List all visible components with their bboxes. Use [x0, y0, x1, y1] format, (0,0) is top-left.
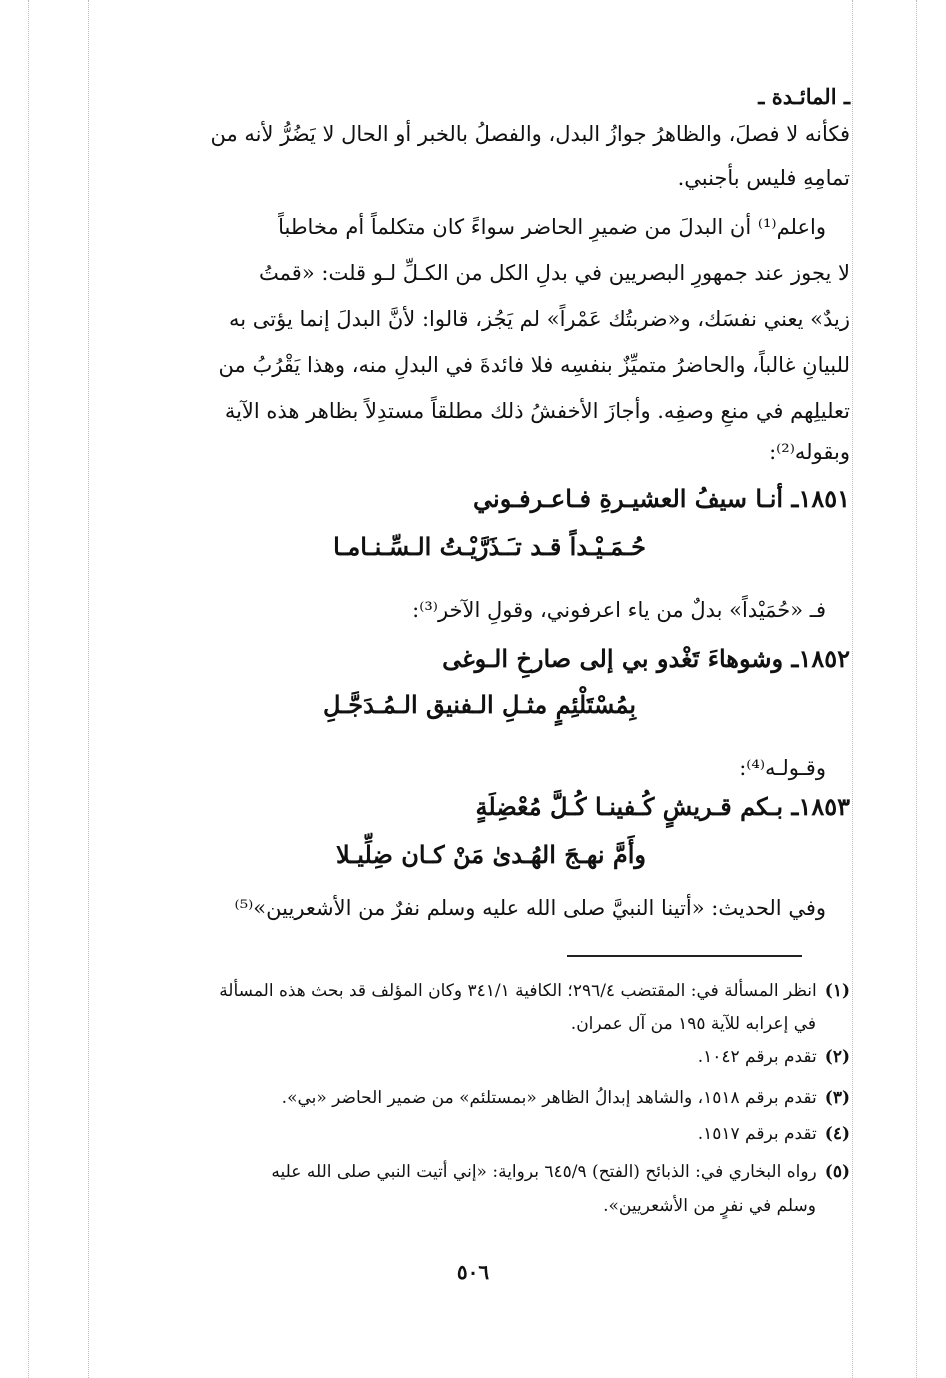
verse-1851-line-2: حُـمَـيْـداً قـد تـَـذَرَّيْـتُ الـسِّـنـامـا [333, 532, 646, 561]
footnote-text: تقدم برقم ١٠٤٢. [697, 1047, 817, 1067]
body-line-8: وبقوله⁽²⁾: [769, 440, 850, 464]
body-line-6: للبيانِ غالباً، والحاضرُ متميِّزٌ بنفسِه فلا فائدةَ في البدلِ منه، وهذا يَقْرُبُ من [218, 353, 850, 377]
verse-1851-line-1: ١٨٥١ـ أنـا سيفُ العشيـرةِ فـاعـرفـوني [473, 484, 850, 513]
footnote-text: وسلم في نفرٍ من الأشعريين». [603, 1196, 816, 1216]
body-line-1: فكأنه لا فصلَ، والظاهرُ جوازُ البدل، والفصلُ بالخبر أو الحال لا يَضُرُّ لأنه من [210, 122, 850, 146]
margin-dotted-line [852, 0, 853, 1378]
footnote-text: في إعرابه للآية ١٩٥ من آل عمران. [570, 1014, 816, 1034]
verse-1852-line-1: ١٨٥٢ـ وشوهاءَ تَغْدو بي إلى صارخِ الـوغى [442, 644, 850, 673]
footnote-number: (٥) [824, 1162, 850, 1182]
footnote-separator [567, 955, 802, 957]
verse-1853-line-1: ١٨٥٣ـ بـكم قـريشٍ كُـفينـا كُـلَّ مُعْضِلَةٍ [475, 792, 850, 821]
verse-1852-line-2: بِمُسْتَلْئِمٍ مثـلِ الـفنيق الـمُـدَجَّـلِ [323, 690, 636, 719]
footnote-text: انظر المسألة في: المقتضب ٢٩٦/٤؛ الكافية ٣٤١/١ وكان المؤلف قد بحث هذه المسألة [219, 981, 817, 1001]
body-line-5: زيدٌ» يعني نفسَك، و«ضربتُك عَمْراً» لم يَجُز، قالوا: لأنَّ البدلَ إنما يؤتى به [228, 307, 850, 331]
body-line-4: لا يجوز عند جمهورِ البصريين في بدلِ الكل من الكـلِّ لـو قلت: «قمتُ [259, 261, 850, 285]
body-line-3: واعلم⁽¹⁾ أن البدلَ من ضميرِ الحاضر سواءً كان متكلماً أم مخاطباً [278, 215, 826, 239]
verse-1853-line-2: وأَمَّ نهـجَ الهُـدىٰ مَنْ كـان ضِلِّيـلا [335, 840, 646, 869]
footnote-5 [100, 1156, 850, 1189]
after-verse-1851: فـ «حُمَيْداً» بدلٌ من ياء اعرفوني، وقولِ الآخر⁽³⁾: [412, 598, 826, 622]
hadith-line: وفي الحديث: «أتينا النبيَّ صلى الله عليه وسلم نفرٌ من الأشعريين»⁽⁵⁾ [234, 896, 826, 920]
body-line-7: تعليلِهم في منعِ وصفِه. وأجازَ الأخفشُ ذلك مطلقاً مستدِلاً بظاهر هذه الآية [224, 399, 850, 423]
margin-dotted-line [916, 0, 917, 1378]
footnote-4 [100, 1118, 850, 1151]
running-header: ـ المائـدة ـ [758, 84, 850, 109]
body-line-2: تمامِهِ فليس بأجنبي. [677, 166, 850, 190]
footnote-number: (١) [824, 981, 850, 1001]
margin-dotted-line [88, 0, 89, 1378]
footnote-3 [100, 1082, 850, 1115]
footnote-5-cont [100, 1190, 816, 1223]
after-verse-1852: وقـولـه⁽⁴⁾: [739, 756, 826, 780]
footnote-2 [100, 1041, 850, 1074]
footnote-1-cont [100, 1008, 816, 1041]
page-number: ٥٠٦ [456, 1260, 490, 1284]
margin-dotted-line [28, 0, 29, 1378]
footnote-text: تقدم برقم ١٥١٨، والشاهد إبدالُ الظاهر «بمستلئم» من ضمير الحاضر «بي». [281, 1088, 817, 1108]
footnote-number: (٤) [824, 1124, 850, 1144]
footnote-number: (٣) [824, 1088, 850, 1108]
footnote-text: رواه البخاري في: الذبائح (الفتح) ٦٤٥/٩ برواية: «إني أتيت النبي صلى الله عليه [271, 1162, 817, 1182]
footnote-number: (٢) [824, 1047, 850, 1067]
footnote-text: تقدم برقم ١٥١٧. [697, 1124, 817, 1144]
footnote-1 [100, 975, 850, 1008]
